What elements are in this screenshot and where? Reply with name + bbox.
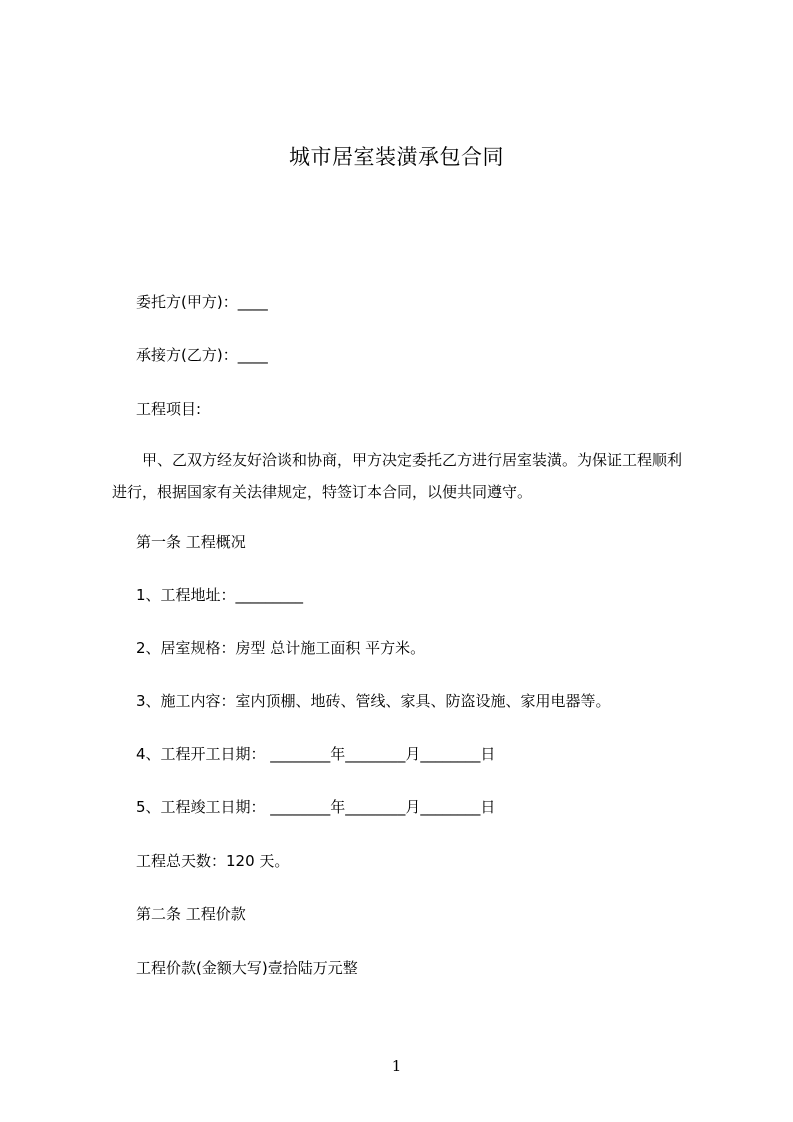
total-days-line: 工程总天数：120 天。: [136, 852, 290, 870]
article-2-heading: 第二条 工程价款: [136, 905, 246, 923]
party-a-line: 委托方(甲方)：____: [136, 293, 268, 311]
page-number: 1: [391, 1057, 402, 1075]
party-b-line: 承接方(乙方)：____: [136, 346, 268, 364]
start-date-item: 4、工程开工日期： ________年________月________日: [136, 745, 496, 763]
project-price-line: 工程价款(金额大写)壹拾陆万元整: [136, 959, 358, 977]
construction-content-item: 3、施工内容：室内顶棚、地砖、管线、家具、防盗设施、家用电器等。: [136, 692, 611, 710]
room-spec-item: 2、居室规格：房型 总计施工面积 平方米。: [136, 639, 426, 657]
project-line: 工程项目:: [136, 400, 202, 418]
article-1-heading: 第一条 工程概况: [136, 533, 246, 551]
preamble-paragraph: 甲、乙双方经友好洽谈和协商，甲方决定委托乙方进行居室装潢。为保证工程顺利进行，根据国家有关法律规定，特签订本合同，以便共同遵守。: [112, 451, 683, 501]
project-address-item: 1、工程地址：_________: [136, 586, 304, 604]
completion-date-item: 5、工程竣工日期： ________年________月________日: [136, 798, 496, 816]
document-title: 城市居室装潢承包合同: [289, 145, 504, 169]
